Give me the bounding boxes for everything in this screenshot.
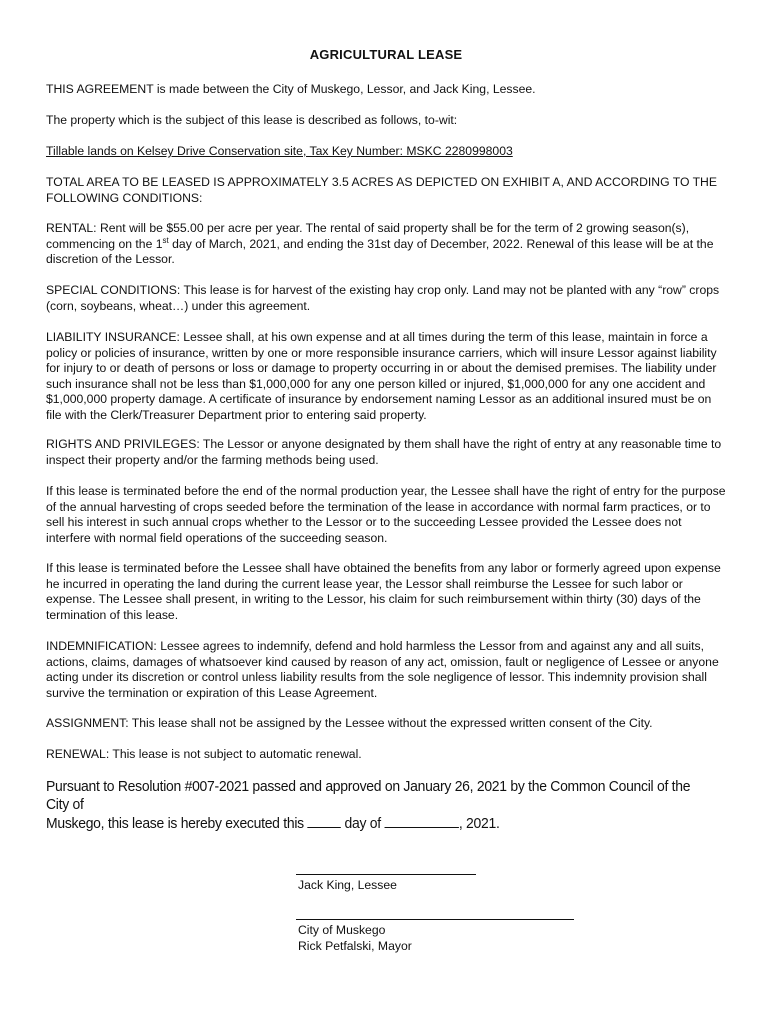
property-intro: The property which is the subject of this lease is described as follows, to-wit: — [46, 113, 458, 127]
termination-reimbursement-paragraph: If this lease is terminated before the Lessee shall have obtained the benefits from any labor or formerly agreed upon expense he incurred in operating the land during the current lease year, the Lessor shall reimburse the Lessee for such labor or expense. The Lessee shall present, in writing to the Lessor, his claim for such reimbursement within thirty (30) days of the termination of this lease. — [46, 561, 721, 622]
resolution-text-a: Muskego, this lease is hereby executed this — [46, 815, 308, 832]
resolution-line-2 — [46, 814, 716, 833]
resolution-line-1: Pursuant to Resolution #007-2021 passed and approved on January 26, 2021 by the Common Council of the City of — [46, 778, 691, 813]
rental-superscript: st — [162, 235, 169, 245]
property-description-text: Tillable lands on Kelsey Drive Conservation site, Tax Key Number: MSKC 2280998003 — [46, 144, 513, 158]
intro-paragraph: THIS AGREEMENT is made between the City of Muskego, Lessor, and Jack King, Lessee. — [46, 82, 536, 96]
rental-paragraph — [46, 221, 726, 268]
lessee-name: Jack King, Lessee — [298, 878, 397, 892]
termination-harvest-paragraph: If this lease is terminated before the end of the normal production year, the Lessee shall have the right of entry for the purpose of the annual harvesting of crops seeded before the termination of the lease in accordance with normal farm practices, or to sell his interest in such annual crops whether to the Lessor or to the succeeding Lessee provided the Lessee does not interfere with normal field operations of the succeeding season. — [46, 484, 726, 545]
day-blank[interactable] — [307, 814, 340, 828]
mayor-name: Rick Petfalski, Mayor — [298, 939, 412, 953]
property-description — [46, 144, 726, 160]
lessee-signature-line[interactable] — [296, 874, 476, 875]
indemnification-paragraph: INDEMNIFICATION: Lessee agrees to indemnify, defend and hold harmless the Lessor from and against any and all suits, actions, claims, damages of whatsoever kind caused by reason of any act, omission, fault or negligence of Lessee or anyone acting under its discretion or control unless liability results from the sole negligence of lessor. This indemnity provision shall survive the termination or expiration of this Lease Agreement. — [46, 639, 719, 700]
rental-text-a: RENTAL: Rent will be $55.00 per acre per year. The rental of said property shall be for the term of 2 growing season(s), commencing on the 1 — [46, 221, 690, 251]
document-title: AGRICULTURAL LEASE — [309, 47, 463, 62]
resolution-text-b: day of — [340, 815, 385, 832]
liability-insurance-paragraph: LIABILITY INSURANCE: Lessee shall, at his own expense and at all times during the term of this lease, maintain in force a policy or policies of insurance, written by one or more responsible insurance carriers, which will insure Lessor against liability for injury to or death of persons or loss or damage to property occurring in or about the demised premises. The liability under such insurance shall not be less than $1,000,000 for any one person killed or injured, $1,000,000 for any one accident and $1,000,000 property damage. A certificate of insurance by endorsement naming Lessor as an additional insured must be on file with the Clerk/Treasurer Department prior to entering said property. — [46, 330, 717, 422]
renewal-paragraph: RENEWAL: This lease is not subject to automatic renewal. — [46, 747, 362, 761]
resolution-paragraph — [46, 778, 716, 833]
city-signature-line[interactable] — [296, 919, 574, 920]
resolution-text-c: , 2021. — [458, 815, 500, 832]
rights-privileges-paragraph: RIGHTS AND PRIVILEGES: The Lessor or anyone designated by them shall have the right of entry at any reasonable time to inspect their property and/or the farming methods being used. — [46, 437, 722, 467]
month-blank[interactable] — [384, 814, 458, 828]
city-name: City of Muskego — [298, 923, 386, 937]
rental-text-b: day of March, 2021, and ending the 31st day of December, 2022. Renewal of this lease will be at the discretion of the Lessor. — [46, 236, 714, 266]
special-conditions-paragraph: SPECIAL CONDITIONS: This lease is for harvest of the existing hay crop only. Land may not be planted with any “row” crops (corn, soybeans, wheat…) under this agreement. — [46, 283, 720, 313]
assignment-paragraph: ASSIGNMENT: This lease shall not be assigned by the Lessee without the expressed written consent of the City. — [46, 716, 653, 730]
total-area-paragraph: TOTAL AREA TO BE LEASED IS APPROXIMATELY 3.5 ACRES AS DEPICTED ON EXHIBIT A, AND ACCORDING TO THE FOLLOWING CONDITIONS: — [46, 175, 717, 205]
